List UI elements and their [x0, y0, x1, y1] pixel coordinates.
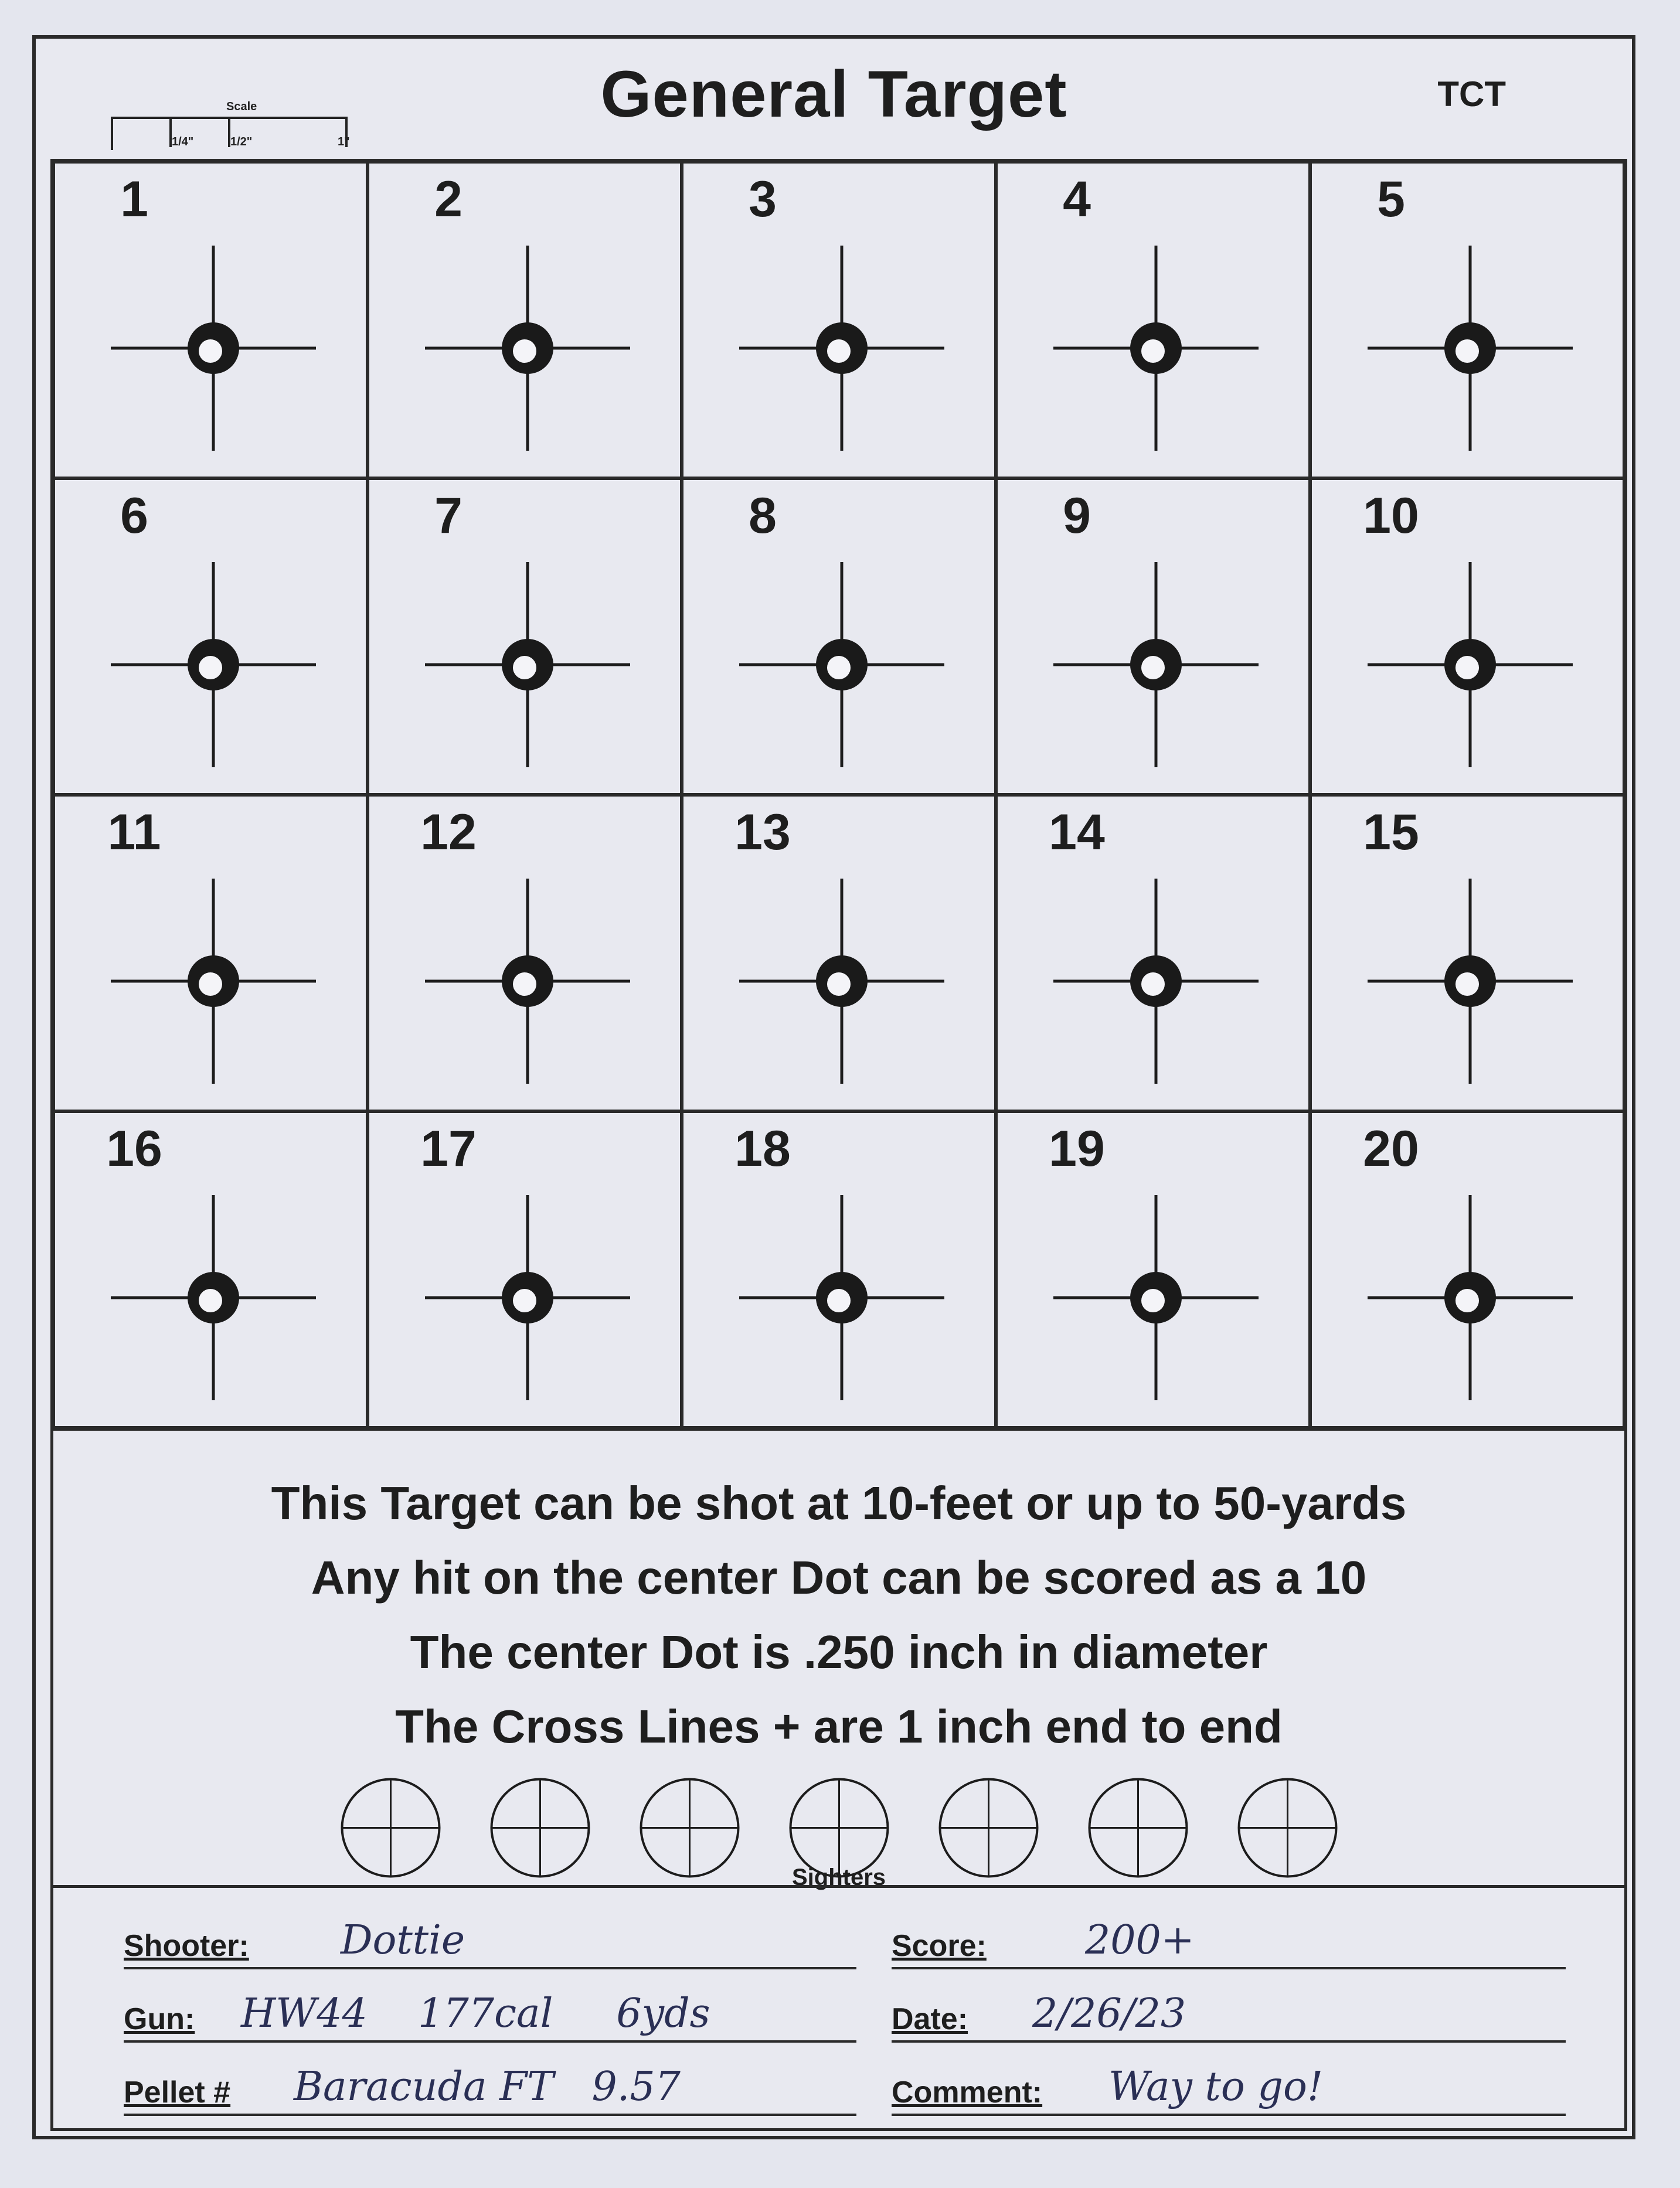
sighter-circle-icon [638, 1777, 741, 1879]
sighter-circle-icon [1236, 1777, 1339, 1879]
crosshair-dot-icon [111, 1195, 316, 1400]
shooter-info-form [50, 1885, 1627, 2131]
target-number: 8 [749, 488, 777, 544]
crosshair-dot-icon [739, 879, 944, 1084]
target-cell [53, 1111, 368, 1428]
target-number: 19 [1049, 1121, 1105, 1177]
target-number: 11 [107, 804, 161, 860]
target-number: 13 [734, 804, 791, 860]
target-number: 18 [734, 1121, 791, 1177]
target-cell [368, 1111, 682, 1428]
instruction-line: Any hit on the center Dot can be scored as a 10 [311, 1551, 1367, 1604]
date-label: Date: [892, 2002, 968, 2036]
target-number: 14 [1049, 804, 1105, 860]
target-number: 5 [1377, 171, 1405, 227]
date-field[interactable] [892, 1990, 1566, 2043]
crosshair-dot-icon [425, 562, 630, 767]
score-value: 200+ [1085, 1917, 1195, 1964]
crosshair-dot-icon [425, 1195, 630, 1400]
comment-value: Way to go! [1108, 2064, 1324, 2110]
target-cell [368, 478, 682, 795]
sighters-label: Sighters [791, 1864, 886, 1890]
target-number: 9 [1063, 488, 1091, 544]
target-cell [1310, 795, 1624, 1111]
comment-label: Comment: [892, 2075, 1043, 2109]
sighter-circle-icon [937, 1777, 1040, 1879]
crosshair-dot-icon [1053, 879, 1259, 1084]
crosshair-dot-icon [111, 879, 316, 1084]
target-cell [682, 162, 996, 478]
pellet-field[interactable] [124, 2064, 856, 2116]
target-number: 12 [420, 804, 477, 860]
target-cell [53, 478, 368, 795]
date-value: 2/26/23 [1032, 1990, 1186, 2037]
sighter-circle-icon [1087, 1777, 1189, 1879]
crosshair-dot-icon [1053, 246, 1259, 451]
scale-label-inch: 1" [338, 135, 350, 148]
target-number: 1 [120, 171, 148, 227]
scale-label-quarter: 1/4" [172, 135, 194, 148]
target-cell [53, 162, 368, 478]
crosshair-dot-icon [111, 246, 316, 451]
crosshair-dot-icon [425, 879, 630, 1084]
target-number: 7 [434, 488, 462, 544]
target-number: 2 [434, 171, 462, 227]
target-number: 17 [420, 1121, 477, 1177]
target-sheet [32, 35, 1635, 2139]
crosshair-dot-icon [739, 562, 944, 767]
instructions-section [50, 1431, 1627, 1890]
comment-field[interactable] [892, 2064, 1566, 2116]
crosshair-dot-icon [1053, 1195, 1259, 1400]
target-number: 16 [106, 1121, 162, 1177]
crosshair-dot-icon [1368, 246, 1573, 451]
target-cell [996, 1111, 1310, 1428]
crosshair-dot-icon [739, 1195, 944, 1400]
scale-label-half: 1/2" [230, 135, 253, 148]
target-cell [996, 478, 1310, 795]
pellet-label: Pellet # [124, 2075, 231, 2109]
instruction-line: This Target can be shot at 10-feet or up to 50-yards [271, 1477, 1407, 1529]
target-cell [1310, 478, 1624, 795]
gun-label: Gun: [124, 2002, 195, 2036]
sighter-circle-icon [339, 1777, 442, 1879]
crosshair-dot-icon [1368, 562, 1573, 767]
score-field[interactable] [892, 1917, 1566, 1969]
score-label: Score: [892, 1929, 987, 1963]
gun-value: HW44 177cal 6yds [241, 1990, 710, 2037]
crosshair-dot-icon [425, 246, 630, 451]
target-cell [1310, 162, 1624, 478]
crosshair-dot-icon [739, 246, 944, 451]
instruction-line: The center Dot is .250 inch in diameter [410, 1626, 1268, 1678]
target-number: 20 [1363, 1121, 1419, 1177]
crosshair-dot-icon [111, 562, 316, 767]
target-cell [368, 795, 682, 1111]
target-cell [368, 162, 682, 478]
page-title: General Target [600, 57, 1067, 131]
target-cell [996, 162, 1310, 478]
target-cell [53, 795, 368, 1111]
shooter-field[interactable] [124, 1917, 856, 1969]
target-number: 10 [1363, 488, 1419, 544]
pellet-value: Baracuda FT 9.57 [294, 2064, 681, 2110]
shooter-label: Shooter: [124, 1929, 249, 1963]
sighter-circle-icon [788, 1777, 890, 1879]
brand-mark: TCT [1437, 74, 1506, 114]
target-cell [996, 795, 1310, 1111]
scale-title: Scale [226, 100, 257, 113]
crosshair-dot-icon [1053, 562, 1259, 767]
target-number: 4 [1063, 171, 1091, 227]
target-cell [682, 795, 996, 1111]
instruction-line: The Cross Lines + are 1 inch end to end [395, 1700, 1283, 1753]
shooter-value: Dottie [341, 1917, 465, 1964]
crosshair-dot-icon [1368, 879, 1573, 1084]
crosshair-dot-icon [1368, 1195, 1573, 1400]
sighter-circle-icon [489, 1777, 591, 1879]
target-cell [1310, 1111, 1624, 1428]
target-cell [682, 1111, 996, 1428]
target-number: 15 [1363, 804, 1419, 860]
target-number: 3 [749, 171, 777, 227]
target-cell [682, 478, 996, 795]
target-number: 6 [120, 488, 148, 544]
sighter-row [53, 1777, 1624, 1879]
target-grid [50, 159, 1627, 1431]
gun-field[interactable] [124, 1990, 856, 2043]
